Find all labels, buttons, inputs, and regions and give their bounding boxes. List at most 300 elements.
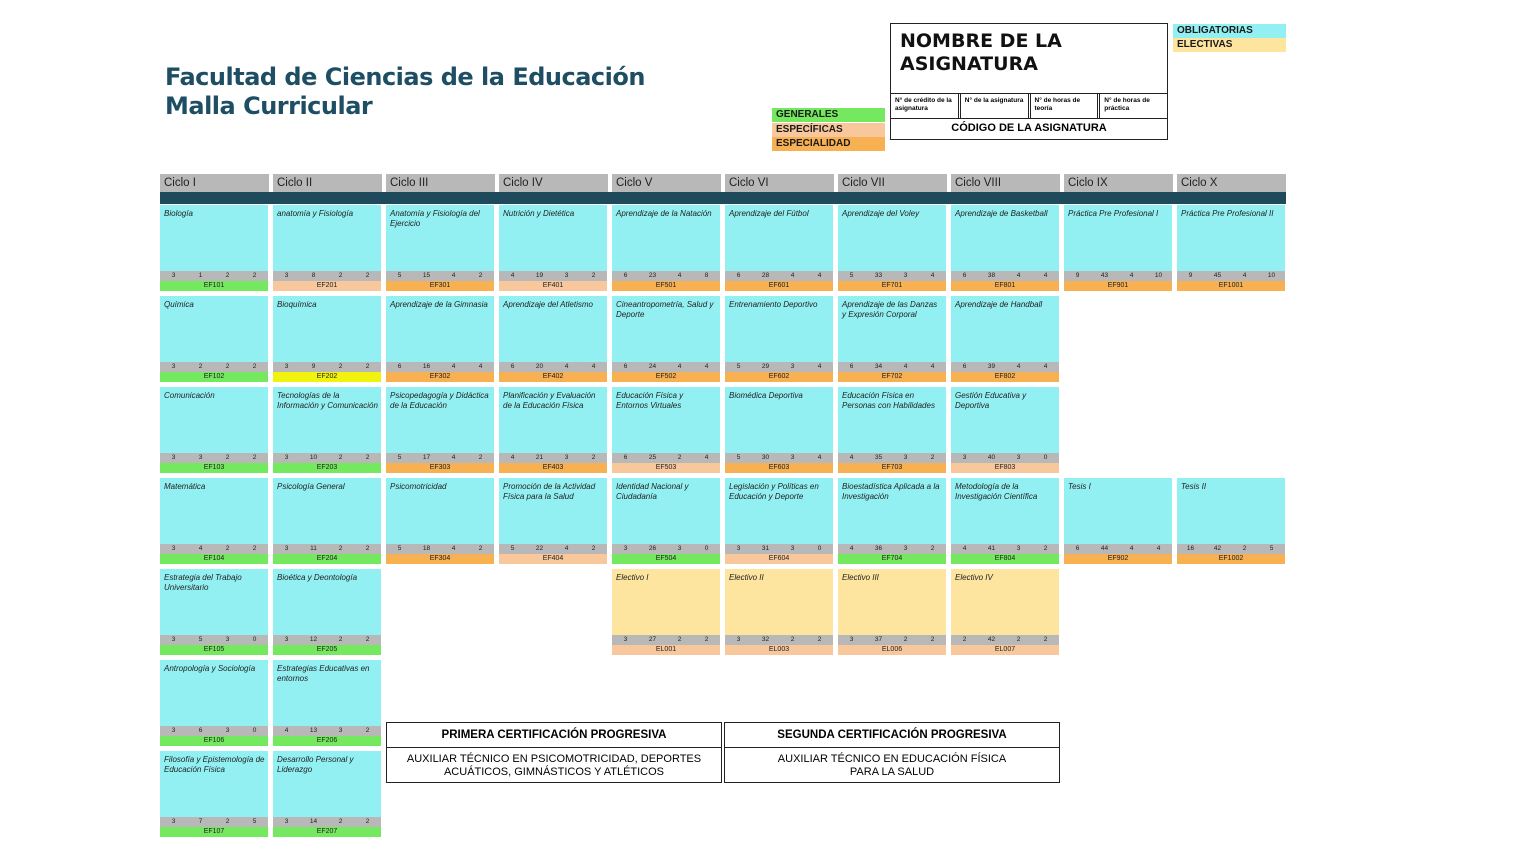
course-practice-hours: 2 bbox=[252, 363, 257, 370]
course-credits: 6 bbox=[397, 363, 402, 370]
key-order: N° de la asignatura bbox=[961, 94, 1031, 118]
course-theory-hours: 4 bbox=[451, 454, 456, 461]
course-credits: 6 bbox=[962, 363, 967, 370]
course-order: 14 bbox=[309, 818, 318, 825]
course-numbers bbox=[386, 453, 494, 463]
cycle-header: Ciclo X bbox=[1177, 174, 1286, 192]
course-name: Promoción de la Actividad Física para la Salud bbox=[503, 482, 596, 501]
course-theory-hours: 2 bbox=[338, 454, 343, 461]
course-theory-hours: 3 bbox=[564, 272, 569, 279]
course-numbers bbox=[612, 271, 720, 281]
course-order: 7 bbox=[198, 818, 203, 825]
course-numbers bbox=[160, 726, 268, 736]
course-code: EF602 bbox=[725, 372, 833, 382]
course-practice-hours: 2 bbox=[252, 454, 257, 461]
course-credits: 3 bbox=[284, 818, 289, 825]
course-practice-hours: 2 bbox=[252, 272, 257, 279]
course-name: Electivo I bbox=[616, 573, 649, 582]
course-card bbox=[612, 205, 720, 291]
course-card bbox=[838, 387, 946, 473]
course-code: EF603 bbox=[725, 463, 833, 473]
course-name: Nutrición y Dietética bbox=[503, 209, 575, 218]
course-theory-hours: 2 bbox=[225, 272, 230, 279]
course-theory-hours: 3 bbox=[790, 454, 795, 461]
course-order: 28 bbox=[761, 272, 770, 279]
course-key-box bbox=[890, 23, 1168, 140]
course-code: EF203 bbox=[273, 463, 381, 473]
course-card bbox=[725, 478, 833, 564]
first-certification bbox=[386, 722, 722, 783]
course-theory-hours: 4 bbox=[1129, 545, 1134, 552]
course-practice-hours: 2 bbox=[930, 545, 935, 552]
course-credits: 3 bbox=[623, 545, 628, 552]
course-practice-hours: 2 bbox=[930, 454, 935, 461]
legend-electivas: ELECTIVAS bbox=[1173, 38, 1286, 52]
course-credits: 3 bbox=[962, 454, 967, 461]
course-numbers bbox=[499, 544, 607, 554]
course-theory-hours: 3 bbox=[225, 636, 230, 643]
course-credits: 2 bbox=[962, 636, 967, 643]
course-theory-hours: 2 bbox=[677, 636, 682, 643]
course-name: Biología bbox=[164, 209, 193, 218]
course-credits: 6 bbox=[736, 272, 741, 279]
course-theory-hours: 4 bbox=[790, 272, 795, 279]
course-credits: 6 bbox=[962, 272, 967, 279]
course-code: EF501 bbox=[612, 281, 720, 291]
course-code: EF106 bbox=[160, 736, 268, 746]
course-order: 33 bbox=[874, 272, 883, 279]
course-credits: 3 bbox=[849, 636, 854, 643]
course-code: EF402 bbox=[499, 372, 607, 382]
course-name: Aprendizaje de Basketball bbox=[955, 209, 1048, 218]
course-code: EF205 bbox=[273, 645, 381, 655]
course-card bbox=[273, 478, 381, 564]
course-code: EF1001 bbox=[1177, 281, 1285, 291]
course-credits: 5 bbox=[510, 545, 515, 552]
course-code: EF604 bbox=[725, 554, 833, 564]
course-card bbox=[273, 569, 381, 655]
course-credits: 4 bbox=[962, 545, 967, 552]
course-order: 43 bbox=[1100, 272, 1109, 279]
course-name: Tecnologías de la Información y Comunicación bbox=[277, 391, 378, 410]
course-card bbox=[273, 205, 381, 291]
course-name: Práctica Pre Profesional II bbox=[1181, 209, 1274, 218]
course-credits: 9 bbox=[1188, 272, 1193, 279]
course-numbers bbox=[160, 453, 268, 463]
course-practice-hours: 5 bbox=[1269, 545, 1274, 552]
course-credits: 6 bbox=[623, 454, 628, 461]
course-name: Filosofía y Epistemología de Educación Física bbox=[164, 755, 265, 774]
course-order: 4 bbox=[198, 545, 203, 552]
course-practice-hours: 0 bbox=[704, 545, 709, 552]
course-practice-hours: 2 bbox=[930, 636, 935, 643]
course-code: EF404 bbox=[499, 554, 607, 564]
course-name: Planificación y Evaluación de la Educación Física bbox=[503, 391, 596, 410]
course-code: EF201 bbox=[273, 281, 381, 291]
course-practice-hours: 4 bbox=[1043, 272, 1048, 279]
course-name: Aprendizaje de la Gimnasia bbox=[390, 300, 488, 309]
course-card bbox=[838, 205, 946, 291]
course-practice-hours: 2 bbox=[591, 545, 596, 552]
course-practice-hours: 5 bbox=[252, 818, 257, 825]
course-order: 29 bbox=[761, 363, 770, 370]
course-practice-hours: 0 bbox=[252, 636, 257, 643]
course-credits: 4 bbox=[284, 727, 289, 734]
course-practice-hours: 4 bbox=[930, 272, 935, 279]
cycle-header: Ciclo III bbox=[386, 174, 495, 192]
legend-generales: GENERALES bbox=[772, 108, 885, 122]
course-code: EF502 bbox=[612, 372, 720, 382]
course-order: 25 bbox=[648, 454, 657, 461]
course-order: 21 bbox=[535, 454, 544, 461]
course-practice-hours: 2 bbox=[478, 454, 483, 461]
course-numbers bbox=[838, 453, 946, 463]
course-numbers bbox=[1177, 271, 1285, 281]
course-name: Legislación y Políticas en Educación y Deporte bbox=[729, 482, 819, 501]
course-name: Aprendizaje de la Natación bbox=[616, 209, 712, 218]
course-code: EL001 bbox=[612, 645, 720, 655]
course-code: EL007 bbox=[951, 645, 1059, 655]
course-order: 18 bbox=[422, 545, 431, 552]
course-card bbox=[386, 387, 494, 473]
course-order: 13 bbox=[309, 727, 318, 734]
course-card bbox=[951, 205, 1059, 291]
course-code: EF1002 bbox=[1177, 554, 1285, 564]
course-numbers bbox=[160, 544, 268, 554]
course-theory-hours: 3 bbox=[903, 454, 908, 461]
course-practice-hours: 2 bbox=[365, 363, 370, 370]
course-credits: 5 bbox=[397, 272, 402, 279]
course-practice-hours: 4 bbox=[704, 454, 709, 461]
course-numbers bbox=[838, 635, 946, 645]
cycle-header: Ciclo I bbox=[160, 174, 269, 192]
course-code: EF207 bbox=[273, 827, 381, 837]
course-practice-hours: 2 bbox=[591, 272, 596, 279]
course-numbers bbox=[386, 544, 494, 554]
course-name: Educación Física en Personas con Habilidades bbox=[842, 391, 935, 410]
course-name: Antropología y Sociología bbox=[164, 664, 256, 673]
course-name: Identidad Nacional y Ciudadanía bbox=[616, 482, 689, 501]
course-card bbox=[951, 387, 1059, 473]
course-credits: 5 bbox=[397, 545, 402, 552]
course-order: 6 bbox=[198, 727, 203, 734]
course-numbers bbox=[273, 817, 381, 827]
course-practice-hours: 4 bbox=[930, 363, 935, 370]
course-numbers bbox=[160, 635, 268, 645]
course-name: Cineantropometría, Salud y Deporte bbox=[616, 300, 714, 319]
course-order: 35 bbox=[874, 454, 883, 461]
course-card bbox=[951, 478, 1059, 564]
key-meta-row bbox=[891, 93, 1167, 119]
course-practice-hours: 0 bbox=[817, 545, 822, 552]
course-credits: 3 bbox=[284, 454, 289, 461]
course-card bbox=[725, 296, 833, 382]
course-code: EF801 bbox=[951, 281, 1059, 291]
course-theory-hours: 3 bbox=[790, 363, 795, 370]
course-code: EF803 bbox=[951, 463, 1059, 473]
course-order: 38 bbox=[987, 272, 996, 279]
course-card bbox=[1177, 478, 1285, 564]
course-name: Biomédica Deportiva bbox=[729, 391, 803, 400]
certification-title: PRIMERA CERTIFICACIÓN PROGRESIVA bbox=[387, 723, 721, 748]
course-order: 8 bbox=[311, 272, 316, 279]
certification-description bbox=[387, 748, 721, 779]
course-credits: 5 bbox=[736, 363, 741, 370]
course-order: 37 bbox=[874, 636, 883, 643]
course-numbers bbox=[160, 817, 268, 827]
course-order: 24 bbox=[648, 363, 657, 370]
course-card bbox=[273, 296, 381, 382]
course-theory-hours: 4 bbox=[451, 363, 456, 370]
course-card bbox=[499, 296, 607, 382]
course-credits: 6 bbox=[623, 363, 628, 370]
certification-line: ACUÁTICOS, GIMNÁSTICOS Y ATLÉTICOS bbox=[443, 766, 665, 778]
course-theory-hours: 2 bbox=[338, 272, 343, 279]
course-numbers bbox=[499, 362, 607, 372]
course-order: 42 bbox=[1213, 545, 1222, 552]
course-theory-hours: 2 bbox=[338, 363, 343, 370]
course-card bbox=[160, 205, 268, 291]
key-theory-hours: N° de horas de teoría bbox=[1031, 94, 1101, 118]
course-credits: 3 bbox=[736, 636, 741, 643]
course-practice-hours: 4 bbox=[1156, 545, 1161, 552]
course-code: EL003 bbox=[725, 645, 833, 655]
course-practice-hours: 4 bbox=[704, 363, 709, 370]
course-numbers bbox=[725, 453, 833, 463]
course-name: Electivo III bbox=[842, 573, 879, 582]
course-theory-hours: 4 bbox=[564, 363, 569, 370]
course-code: EF601 bbox=[725, 281, 833, 291]
course-card bbox=[160, 478, 268, 564]
course-numbers bbox=[1177, 544, 1285, 554]
course-numbers bbox=[273, 271, 381, 281]
course-credits: 3 bbox=[284, 545, 289, 552]
course-numbers bbox=[273, 635, 381, 645]
elective-course-card bbox=[838, 569, 946, 655]
course-credits: 3 bbox=[284, 272, 289, 279]
course-card bbox=[499, 478, 607, 564]
course-card bbox=[499, 387, 607, 473]
course-credits: 3 bbox=[284, 363, 289, 370]
course-credits: 3 bbox=[284, 636, 289, 643]
course-credits: 6 bbox=[849, 363, 854, 370]
cycle-header: Ciclo V bbox=[612, 174, 721, 192]
course-theory-hours: 2 bbox=[338, 545, 343, 552]
course-numbers bbox=[386, 362, 494, 372]
course-theory-hours: 2 bbox=[677, 454, 682, 461]
course-name: Educación Física y Entornos Virtuales bbox=[616, 391, 684, 410]
course-credits: 3 bbox=[171, 818, 176, 825]
course-card bbox=[1064, 478, 1172, 564]
course-code: EF304 bbox=[386, 554, 494, 564]
course-credits: 3 bbox=[171, 636, 176, 643]
course-theory-hours: 2 bbox=[338, 636, 343, 643]
course-credits: 3 bbox=[736, 545, 741, 552]
course-practice-hours: 2 bbox=[704, 636, 709, 643]
course-practice-hours: 4 bbox=[591, 363, 596, 370]
course-order: 5 bbox=[198, 636, 203, 643]
course-code: EF102 bbox=[160, 372, 268, 382]
course-card bbox=[838, 296, 946, 382]
legend-especialidad: ESPECIALIDAD bbox=[772, 137, 885, 151]
course-code: EF401 bbox=[499, 281, 607, 291]
course-theory-hours: 3 bbox=[1016, 545, 1021, 552]
course-theory-hours: 4 bbox=[564, 545, 569, 552]
course-credits: 16 bbox=[1186, 545, 1195, 552]
course-credits: 3 bbox=[623, 636, 628, 643]
cycle-header: Ciclo VII bbox=[838, 174, 947, 192]
course-numbers bbox=[612, 635, 720, 645]
course-name: Estrategias Educativas en entornos bbox=[277, 664, 370, 683]
course-theory-hours: 3 bbox=[677, 545, 682, 552]
course-theory-hours: 4 bbox=[1129, 272, 1134, 279]
course-theory-hours: 3 bbox=[903, 272, 908, 279]
course-theory-hours: 2 bbox=[225, 545, 230, 552]
course-theory-hours: 3 bbox=[1016, 454, 1021, 461]
course-name: Matemática bbox=[164, 482, 206, 491]
course-theory-hours: 2 bbox=[1016, 636, 1021, 643]
course-practice-hours: 2 bbox=[1043, 636, 1048, 643]
course-name: Comunicación bbox=[164, 391, 215, 400]
course-code: EF802 bbox=[951, 372, 1059, 382]
course-name: Bioética y Deontología bbox=[277, 573, 358, 582]
course-practice-hours: 4 bbox=[817, 272, 822, 279]
course-numbers bbox=[499, 453, 607, 463]
course-credits: 6 bbox=[623, 272, 628, 279]
course-name: Entrenamiento Deportivo bbox=[729, 300, 818, 309]
course-practice-hours: 2 bbox=[817, 636, 822, 643]
curriculum-title: Malla Curricular bbox=[165, 92, 373, 120]
course-order: 42 bbox=[987, 636, 996, 643]
key-course-code: CÓDIGO DE LA ASIGNATURA bbox=[951, 122, 1107, 134]
course-credits: 6 bbox=[510, 363, 515, 370]
course-numbers bbox=[725, 544, 833, 554]
course-numbers bbox=[160, 271, 268, 281]
key-practice-hours: N° de horas de práctica bbox=[1104, 97, 1150, 112]
course-name: Aprendizaje de Handball bbox=[955, 300, 1043, 309]
course-credits: 3 bbox=[171, 727, 176, 734]
course-order: 16 bbox=[422, 363, 431, 370]
course-code: EF804 bbox=[951, 554, 1059, 564]
course-numbers bbox=[612, 544, 720, 554]
course-credits: 4 bbox=[510, 454, 515, 461]
course-theory-hours: 2 bbox=[1242, 545, 1247, 552]
course-theory-hours: 3 bbox=[564, 454, 569, 461]
course-name: Psicopedagogía y Didáctica de la Educación bbox=[390, 391, 489, 410]
certification-line: PARA LA SALUD bbox=[849, 766, 935, 778]
course-name: Bioquímica bbox=[277, 300, 317, 309]
course-card bbox=[612, 478, 720, 564]
course-code: EF503 bbox=[612, 463, 720, 473]
cycle-divider-bar bbox=[160, 192, 1286, 204]
course-credits: 3 bbox=[171, 272, 176, 279]
course-card bbox=[725, 387, 833, 473]
course-theory-hours: 4 bbox=[1016, 272, 1021, 279]
course-practice-hours: 2 bbox=[478, 545, 483, 552]
cycle-header: Ciclo II bbox=[273, 174, 382, 192]
course-card bbox=[160, 660, 268, 746]
course-numbers bbox=[273, 362, 381, 372]
course-order: 31 bbox=[761, 545, 770, 552]
course-name: Gestión Educativa y Deportiva bbox=[955, 391, 1027, 410]
course-theory-hours: 2 bbox=[338, 818, 343, 825]
course-practice-hours: 2 bbox=[365, 636, 370, 643]
course-order: 19 bbox=[535, 272, 544, 279]
course-code: EF206 bbox=[273, 736, 381, 746]
course-order: 11 bbox=[310, 545, 317, 552]
course-name: Aprendizaje del Voley bbox=[842, 209, 920, 218]
course-name: Desarrollo Personal y Liderazgo bbox=[277, 755, 354, 774]
course-numbers bbox=[951, 635, 1059, 645]
course-practice-hours: 4 bbox=[1043, 363, 1048, 370]
course-numbers bbox=[499, 271, 607, 281]
course-order: 26 bbox=[648, 545, 657, 552]
elective-course-card bbox=[951, 569, 1059, 655]
course-card bbox=[499, 205, 607, 291]
course-credits: 4 bbox=[510, 272, 515, 279]
course-numbers bbox=[951, 544, 1059, 554]
course-name: Química bbox=[164, 300, 194, 309]
course-order: 45 bbox=[1213, 272, 1222, 279]
course-card bbox=[386, 205, 494, 291]
course-numbers bbox=[725, 362, 833, 372]
cycle-header: Ciclo IV bbox=[499, 174, 608, 192]
course-card bbox=[1064, 205, 1172, 291]
course-practice-hours: 4 bbox=[817, 454, 822, 461]
course-card bbox=[386, 296, 494, 382]
course-theory-hours: 4 bbox=[1016, 363, 1021, 370]
course-code: EF901 bbox=[1064, 281, 1172, 291]
key-course-name: NOMBRE DE LA ASIGNATURA bbox=[900, 30, 1062, 75]
course-code: EF302 bbox=[386, 372, 494, 382]
course-practice-hours: 0 bbox=[252, 727, 257, 734]
course-order: 9 bbox=[311, 363, 316, 370]
course-code: EF403 bbox=[499, 463, 607, 473]
course-credits: 3 bbox=[171, 545, 176, 552]
certification-description bbox=[725, 748, 1059, 779]
course-theory-hours: 4 bbox=[451, 272, 456, 279]
course-name: Electivo II bbox=[729, 573, 764, 582]
course-practice-hours: 2 bbox=[591, 454, 596, 461]
course-practice-hours: 2 bbox=[365, 727, 370, 734]
course-name: Tesis II bbox=[1181, 482, 1207, 491]
course-code: EF702 bbox=[838, 372, 946, 382]
course-card bbox=[612, 296, 720, 382]
course-code: EF105 bbox=[160, 645, 268, 655]
course-practice-hours: 2 bbox=[365, 272, 370, 279]
course-code: EF303 bbox=[386, 463, 494, 473]
course-order: 39 bbox=[987, 363, 996, 370]
course-practice-hours: 10 bbox=[1154, 272, 1163, 279]
course-card bbox=[273, 387, 381, 473]
course-credits: 5 bbox=[736, 454, 741, 461]
course-theory-hours: 3 bbox=[225, 727, 230, 734]
course-name: Metodología de la Investigación Científica bbox=[955, 482, 1038, 501]
course-numbers bbox=[273, 544, 381, 554]
course-card bbox=[160, 296, 268, 382]
course-order: 36 bbox=[874, 545, 883, 552]
course-order: 23 bbox=[648, 272, 657, 279]
course-credits: 3 bbox=[171, 363, 176, 370]
course-credits: 3 bbox=[171, 454, 176, 461]
course-numbers bbox=[386, 271, 494, 281]
course-name: Psicología General bbox=[277, 482, 345, 491]
course-theory-hours: 4 bbox=[903, 363, 908, 370]
course-code: EF107 bbox=[160, 827, 268, 837]
course-code: EF204 bbox=[273, 554, 381, 564]
course-numbers bbox=[160, 362, 268, 372]
second-certification bbox=[724, 722, 1060, 783]
